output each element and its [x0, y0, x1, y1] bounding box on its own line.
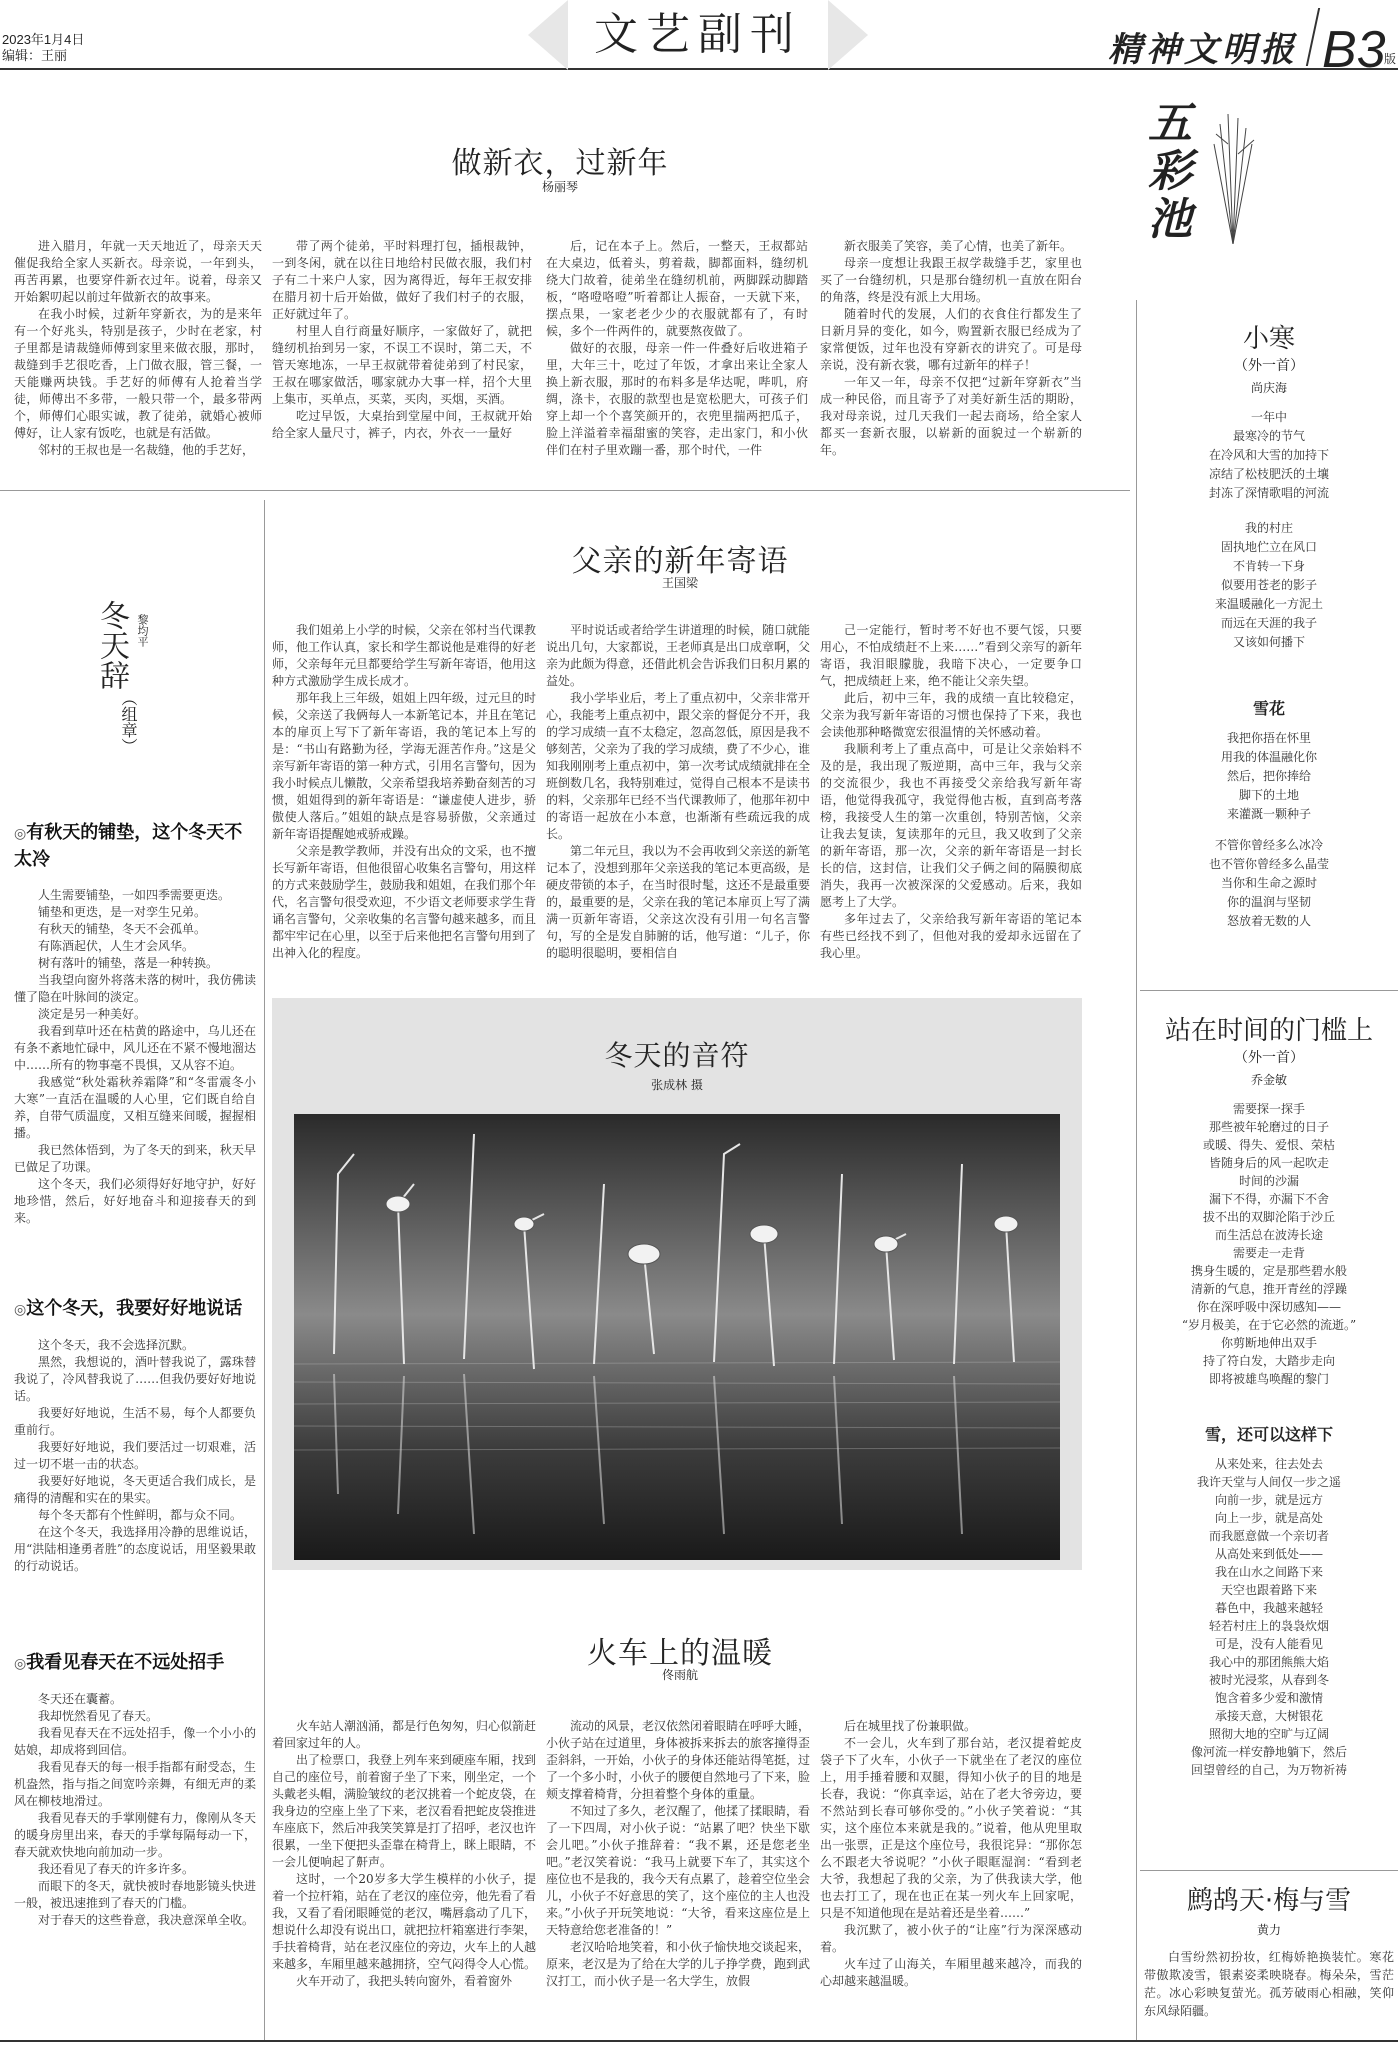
poem-line: 向前一步，就是远方	[1214, 1493, 1323, 1507]
paragraph: 我感觉“秋处霜秋养霜降”和“冬雷震冬小大寒”一直活在温暖的人心里，它们既自给自养，自带气质温度，又相互缝来间暖，握握相播。	[14, 1075, 256, 1140]
poem-title: 雪，还可以这样下	[1204, 1425, 1333, 1444]
article1-col2	[272, 238, 532, 466]
poem-body	[1144, 408, 1394, 652]
article1-bottom-rule	[0, 490, 1130, 491]
section-heading: ◎有秋天的铺垫，这个冬天不太冷	[14, 822, 243, 870]
paragraph: 我看见春天的每一根手指都有耐受态，生机盎然，指与指之间宽吟亲舞，有细无声的柔风在柳枝地滑过。	[14, 1760, 256, 1808]
section-body	[14, 1337, 256, 1587]
paragraph: 我看到草叶还在枯黄的路途中，乌儿还在有条不紊地忙碌中，风儿还在不紧不慢地溜达中……所有的物事毫不畏惧，又从容不迫。	[14, 1024, 256, 1072]
paragraph: 在这个冬天，我选择用冷静的思维说话，用“洪陆相逢勇者胜”的态度说话，用坚毅果敢的行动说话。	[14, 1525, 256, 1573]
paragraph: 后在城里找了份兼职做。	[844, 1719, 977, 1733]
paragraph: 我却恍然看见了春天。	[38, 1709, 159, 1723]
sidebar-left-section-2	[14, 1296, 256, 1587]
paragraph: 进入腊月，年就一天天地近了，母亲天天催促我给全家人买新衣。母亲说，一年到头，再苦再累，也要穿件新衣过年。说着，母亲又开始絮叨起以前过年做新衣的故事来。	[14, 239, 262, 304]
article2-col2	[546, 622, 810, 972]
section-banner	[528, 0, 868, 70]
poem-line: 而远在天涯的我子	[1220, 616, 1317, 630]
poem-line: 漏下不得，亦漏下不舍	[1208, 1192, 1329, 1206]
poem-line: 然后，把你捧给	[1226, 769, 1311, 783]
poem-line: 持了符白发，大踏步走向	[1202, 1354, 1335, 1368]
banner-right-arrow	[828, 0, 868, 70]
section-heading: ◎这个冬天，我要好好地说话	[14, 1298, 243, 1319]
photo-feature	[272, 998, 1082, 1570]
poem-zhegutian	[1144, 1880, 1394, 2038]
poem-menkan	[1144, 1010, 1394, 1388]
paragraph: 新衣服美了笑容，美了心情，也美了新年。	[844, 239, 1073, 253]
paragraph: 对于春天的这些眷意，我决意深单全收。	[38, 1913, 255, 1927]
poem-line: 似要用苍老的影子	[1220, 578, 1317, 592]
paragraph: 这个冬天，我们必须得好好地守护，好好地珍惜，然后，好好地奋斗和迎接春天的到来。	[14, 1177, 256, 1225]
footer-rule	[0, 2040, 1398, 2042]
sidebar-left-title: 冬天辞	[94, 600, 129, 690]
poem-line: 拔不出的双脚沦陷于沙丘	[1202, 1210, 1335, 1224]
paragraph: 村里人自行商量好顺序，一家做好了，就把缝纫机抬到另一家，不误工不误时，第二天，不管天寒地冻，一早王叔就带着徒弟到了村民家，王叔在哪家做活，哪家就办大事一样，招个大里上集市，买单点，买菜，买肉，买烟，买酒。	[272, 324, 532, 406]
poem-line: “岁月极美，在于它必然的流逝。”	[1181, 1318, 1357, 1332]
paragraph: 火车开动了，我把头转向窗外，看着窗外	[296, 1974, 513, 1988]
paragraph: 己一定能行，暂时考不好也不要气馁，只要用心，不怕成绩赶不上来……”看到父亲写的新年寄语，我泪眼朦胧，我暗下决心，一定要争口气，把成绩赶上来，绝不能让父亲失望。	[820, 623, 1082, 688]
poem-line: 像河流一样安静地躺下，然后	[1190, 1745, 1347, 1759]
poem-line: 固执地伫立在风口	[1220, 540, 1317, 554]
paragraph: 我还看见了春天的许多许多。	[38, 1862, 195, 1876]
paragraph: 做好的衣服，母亲一件一件叠好后收进箱子里，大年三十，吃过了年饭，才拿出来让全家人换上新衣服，那时的布料多是华达呢，哔叽，府绸，涤卡，衣服的款型也是宽松肥大，可孩子们穿上却一个个喜笑颜开的，衣兜里揣两把瓜子，脸上洋溢着幸福甜蜜的笑容，走出家门，和小伙伴们在村子里欢蹦一番，那个时代，一件	[546, 341, 808, 457]
poem-line: 凉结了松枝肥沃的土壤	[1208, 467, 1329, 481]
poem-line: 我的村庄	[1244, 521, 1293, 535]
wuzichi-logo-text: 五彩池	[1148, 98, 1192, 245]
sidebar-left-section-1	[14, 820, 256, 1277]
article2-col3	[820, 622, 1082, 972]
poem-line: 承接天意，大树银花	[1214, 1709, 1323, 1723]
paragraph: 我顺利考上了重点高中，可是让父亲始料不及的是，我出现了叛逆期，高中三年，我与父亲的交流很少，我也不再接受父亲给我写新年寄语，他觉得我孤守，我觉得他古板，直到高考落榜，我接受人生的第一次重创，特别苦恼，父亲让我去复读，复读那年的元旦，我又收到了父亲的新年寄语，那一次，父亲的新年寄语是一封长长的信，这封信，让我们父子俩之间的隔膜彻底消失，我再一次被深深的父爱感动。后来，我如愿考上了大学。	[820, 742, 1082, 909]
poem-line: 那些被年轮磨过的日子	[1208, 1120, 1329, 1134]
article1-col1	[14, 238, 262, 466]
article3-col2	[546, 1718, 810, 2034]
paragraph: 父亲是教学教师，并没有出众的文采，也不擅长写新年寄语，但他很留心收集名言警句，用这样的方式来鼓励学生，鼓励我和姐姐，在我们那个年代，名言警句很受欢迎，不少语文老师要求学生背诵名言警句，父亲收集的名言警句越来越多，而且都牢牢记在心里，以至于后来他把名言警句用到了出神入化的程度。	[272, 844, 536, 960]
poem-xuehua	[1144, 696, 1394, 931]
paragraph: 我看见春天的手掌刚健有力，像刚从冬天的暖身房里出来，春天的手掌每隔每动一下，春天就欢快地向前加动一步。	[14, 1811, 256, 1859]
poem-line: 而我愿意做一个亲切者	[1208, 1529, 1329, 1543]
article1-col4	[820, 238, 1082, 466]
poem-xue	[1144, 1422, 1394, 1779]
paragraph: 后，记在本子上。然后，一整天，王叔都站在大桌边，低着头，剪着裁，脚都面料，缝纫机绕大门故着，徒弟坐在缝纫机前，两脚踩动脚踏板，“咯噔咯噔”听着都让人振奋，一天就下来，摆点果，一家老老少少的衣服就都有了，有时候，多个一件两件的，就要熬夜做了。	[546, 239, 808, 338]
poem-body	[1144, 1455, 1394, 1779]
wuzichi-logo	[1140, 100, 1260, 250]
sidebar-left-author: 黎均平	[136, 614, 149, 647]
paragraph: 我们姐弟上小学的时候，父亲在邻村当代课教师，他工作认真，家长和学生都说他是难得的好老师，父亲每年元旦都要给学生写新年寄语，他用这种方式激励学生成长成才。	[272, 623, 536, 688]
photo-credit: 张成林 摄	[651, 1078, 703, 1092]
paragraph: 黑然，我想说的，酒叶替我说了，露珠替我说了，冷风替我说了……但我仍要好好地说话。	[14, 1355, 256, 1403]
paragraph: 邻村的王叔也是一名裁缝，他的手艺好，	[38, 443, 255, 457]
section-heading-text: 我看见春天在不远处招手	[26, 1652, 225, 1673]
poem-line: 饱含着多少爱和激情	[1214, 1691, 1323, 1705]
paragraph: 而眼下的冬天，就快被时春地影镜头快进一般，被迅速推到了春天的门槛。	[14, 1879, 256, 1910]
left-sidebar-divider	[264, 500, 265, 2040]
paragraph: 我要好好地说，冬天更适合我们成长，是痛得的清醒和实在的果实。	[14, 1474, 256, 1505]
poem-line: 来温暖融化一方泥土	[1214, 597, 1323, 611]
section-body	[14, 1691, 256, 2011]
poem-line: 需要探一探手	[1232, 1102, 1305, 1116]
poem-line: 从高处来到低处——	[1214, 1547, 1323, 1561]
poem-title: 鹧鸪天·梅与雪	[1186, 1886, 1352, 1916]
poem-line: 从来处来，往去处去	[1214, 1457, 1323, 1471]
sidebar-left-suffix: （组章）	[119, 690, 138, 754]
poem-line: 脚下的土地	[1238, 788, 1299, 802]
paragraph: 不知过了多久，老汉醒了，他揉了揉眼睛，看了一下四周，对小伙子说：“站累了吧？快坐下歇会儿吧。”小伙子推辞着：“我不累，还是您老坐吧。”老汉笑着说：“我马上就要下车了，其实这个座位也不是我的，我今天有点累了，趁着空位坐会儿，小伙子不好意思的笑了，这个座位的主人也没来。”小伙子开玩笑地说：“大爷，看来这座位是上天特意给您老准备的！”	[546, 1804, 810, 1937]
poem-line: 照彻大地的空旷与辽阔	[1208, 1727, 1329, 1741]
poem-line: 我心中的那团熊熊大焰	[1208, 1655, 1329, 1669]
poem-line: 时间的沙漏	[1238, 1174, 1299, 1188]
article3-col3	[820, 1718, 1082, 2034]
right-sidebar-rule-2	[1140, 1870, 1398, 1871]
paragraph: 不一会儿，火车到了那台站，老汉提着蛇皮袋子下了火车，小伙子一下就坐在了老汉的座位上，用手捶着腰和双腿，得知小伙子的目的地是长春，我说：“你真幸运，站在了老大爷旁边，要不然站到长春可够你受的。”小伙子笑着说：“其实，这个座位本来就是我的。”说着，他从兜里取出一张票，正是这个座位号，我很诧异：“那你怎么不跟老大爷说呢？”小伙子眼眶湿润：“看到老大爷，我想起了我的父亲，为了供我读大学，他也去打工了，现在也正在某一列火车上回家呢，只是不知道他现在是站着还是坐着……”	[820, 1736, 1082, 1920]
section-heading-text: 这个冬天，我要好好地说话	[26, 1298, 243, 1319]
paragraph: 铺垫和更迭，是一对孪生兄弟。	[38, 905, 207, 919]
poem-line: 清新的气息，推开青丝的浮躁	[1190, 1282, 1347, 1296]
poem-line: 来灌溉一颗种子	[1226, 807, 1311, 821]
poem-line: 怒放着无数的人	[1226, 914, 1311, 928]
article3-title: 火车上的温暖	[587, 1636, 773, 1671]
paragraph: 出了检票口，我登上列车来到硬座车厢，找到自己的座位号，前着窗子坐了下来，刚坐定，一个头戴老头帽，满脸皱纹的老汉挑着一个蛇皮袋，在我身边的空座上坐了下来，老汉看看把蛇皮袋推进车座底下，然后冲我笑笑算是打了招呼，老汉也许很累，一坐下便把头歪靠在椅背上，眯上眼睛，不一会儿便响起了鼾声。	[272, 1753, 536, 1869]
poem-line: 也不管你曾经多么晶莹	[1208, 857, 1329, 871]
paragraph: 有陈酒起伏，人生才会风华。	[38, 939, 195, 953]
article2-col1	[272, 622, 536, 972]
poem-line: 我把你捂在怀里	[1226, 731, 1311, 745]
poem-author: 尚庆海	[1250, 381, 1287, 395]
paragraph: 这个冬天，我不会选择沉默。	[38, 1338, 195, 1352]
article1-col3	[546, 238, 808, 466]
poem-line: 天空也跟着路下来	[1220, 1583, 1317, 1597]
paragraph: 吃过早饭，大桌抬到堂屋中间，王叔就开始给全家人量尺寸，裤子，内衣，外衣一一量好	[272, 409, 532, 440]
paragraph: 第二年元旦，我以为不会再收到父亲送的新笔记本了，没想到那年父亲送我的笔记本更高级，是硬皮带锁的本子，在当时很时髦，这还不是最重要的，最重要的是，父亲在我的笔记本扉页上写了满满一页新年寄语，父亲这次没有引用一句名言警句，写的全是发自肺腑的话，他写道：“儿子，你的聪明很聪明，要相信自	[546, 844, 810, 960]
poem-body	[1144, 1100, 1394, 1388]
paragraph: 我小学毕业后，考上了重点初中，父亲非常开心，我能考上重点初中，跟父亲的督促分不开，我的学习成绩一直不太稳定，忽高忽低，原因是我不够刻苦，父亲为了我的学习成绩，费了不少心，谁知我刚刚考上重点初中，第一次考试成绩就排在全班倒数几名，我特别难过，觉得自己根本不是读书的料，父亲那年已经不当代课教师了，他那年初中的寄语一起放在小本意，也渐渐有些疏远我的成长。	[546, 691, 810, 841]
poem-line: 不肯转一下身	[1232, 559, 1305, 573]
poem-line: 回望曾经的自己，为万物祈祷	[1190, 1763, 1347, 1777]
paragraph: 一年又一年，母亲不仅把“过新年穿新衣”当成一种民俗，而且寄予了对美好新生活的期盼，我对母亲说，过几天我们一起去商场，给全家人都买一套新衣服，以崭新的面貌过一个崭新的年。	[820, 375, 1082, 457]
poem-xiaohan	[1144, 318, 1394, 652]
article2-author: 王国梁	[661, 576, 698, 590]
poem-line: 你在深呼吸中深切感知——	[1196, 1300, 1341, 1314]
sidebar-left-section-3	[14, 1650, 256, 2011]
poem-line: 又该如何播下	[1232, 635, 1305, 649]
poem-subtitle: （外一首）	[1234, 1050, 1304, 1066]
poem-line: 你剪断地伸出双手	[1220, 1336, 1317, 1350]
newspaper-brand: 精神文明报	[1108, 30, 1298, 70]
poem-line: 轻若村庄上的袅袅炊烟	[1208, 1619, 1329, 1633]
poem-line: 在冷风和大雪的加持下	[1208, 448, 1329, 462]
right-sidebar-rule-1	[1140, 990, 1398, 991]
poem-author: 乔金敏	[1250, 1073, 1287, 1087]
poem-line: 可是，没有人能看见	[1214, 1637, 1323, 1651]
paragraph: 火车过了山海关，车厢里越来越冷，而我的心却越来越温暖。	[820, 1957, 1082, 1988]
article3-col1	[272, 1718, 536, 2034]
paragraph: 在我小时候，过新年穿新衣，为的是来年有一个好兆头，特别是孩子，少时在老家，村子里都是请裁缝师傅到家里来做衣服，那时，裁缝到手艺很吃香，上门做衣服，管三餐，一天能赚两块钱。手艺好的师傅有人抢着当学徒，师傅出不多带，一般只带一个，最多带两个，师傅们心眼实诚，教了徒弟，就婚心被师傅好，让人家有饭吃，也就是有活做。	[14, 307, 262, 440]
paragraph: 我沉默了，被小伙子的“让座”行为深深感动着。	[820, 1923, 1082, 1954]
paragraph: 我要好好地说，生活不易，每个人都要负重前行。	[14, 1406, 256, 1437]
masthead-date	[2, 32, 84, 64]
poem-line: 携身生暖的，定是那些碧水般	[1190, 1264, 1347, 1278]
frozen-lotus-photo	[294, 1114, 1060, 1560]
poem-line: 你的温润与坚韧	[1226, 895, 1311, 909]
paragraph: 我看见春天在不远处招手，像一个小小的姑娘，却成将到回信。	[14, 1726, 256, 1757]
paragraph: 流动的风景，老汉依然闭着眼睛在呼呼大睡，小伙子站在过道里，身体被拆来拆去的旅客撞得歪歪斜斜，一开始，小伙子的身体还能站得笔挺，过了一个多小时，小伙子的腰便自然地弓了下来，脸颊支撑着椅背，分担着整个身体的重量。	[546, 1719, 810, 1801]
paragraph: 火车站人潮汹涌，都是行色匆匆，归心似箭赶着回家过年的人。	[272, 1719, 536, 1750]
reed-sketch-icon	[1206, 104, 1260, 244]
paragraph: 带了两个徒弟，平时料理打包，插根裁钟，一到冬闲，就在以往日地给村民做衣服，我们村子有二十来户人家，因为离得近，每年王叔安排在腊月初十后开始做，做好了我们村子的衣服，正好就过年了。	[272, 239, 532, 321]
page-suffix: 版	[1384, 52, 1397, 66]
page-number: B3	[1322, 21, 1386, 79]
brand-divider	[1306, 8, 1320, 66]
paragraph: 淡定是另一种美好。	[38, 1007, 147, 1021]
article2-title: 父亲的新年寄语	[571, 544, 789, 579]
poem-line: 一年中	[1250, 410, 1287, 424]
article1-title: 做新衣，过新年	[451, 146, 669, 181]
poem-line: 不管你曾经多么冰冷	[1214, 838, 1323, 852]
poem-title: 站在时间的门槛上	[1164, 1016, 1373, 1046]
poem-line: 最寒冷的节气	[1232, 429, 1305, 443]
article1-author: 杨丽琴	[541, 180, 578, 194]
poem-line: 当你和生命之源时	[1220, 876, 1317, 890]
poem-line: 而生活总在波涛长途	[1214, 1228, 1323, 1242]
paragraph: 这时，一个20岁多大学生模样的小伙子，提着一个拉杆箱，站在了老汉的座位旁，他先看了看我，又看了看闭眼睡觉的老汉，嘴唇翕动了几下，想说什么却没有说出口，就把拉杆箱塞进行李架，手扶着椅背，站在老汉座位的旁边，火车上的人越来越多，车厢里越来越拥挤，空气闷得令人心慌。	[272, 1872, 536, 1971]
poem-author: 黄力	[1256, 1923, 1281, 1937]
poem-line: 我在山水之间路下来	[1214, 1565, 1323, 1579]
poem-body	[1144, 729, 1394, 931]
section-body	[14, 887, 256, 1277]
editor-credit: 编辑：王丽	[2, 48, 68, 63]
banner-left-arrow	[528, 0, 568, 70]
poem-line: 用我的体温融化你	[1220, 750, 1317, 764]
poem-title: 小寒	[1242, 324, 1295, 354]
paragraph: 我已然体悟到，为了冬天的到来，秋天早已做足了功课。	[14, 1143, 256, 1174]
paragraph: 每个冬天都有个性鲜明，都与众不同。	[38, 1508, 243, 1522]
paragraph: 那年我上三年级，姐姐上四年级，过元旦的时候，父亲送了我俩每人一本新笔记本，并且在笔记本的扉页上写下了新年寄语，我的笔记本上写的是：“书山有路勤为径，学海无涯苦作舟。”这是父亲写新年寄语的第一种方式，引用名言警句，因为我小时候点儿懒散，父亲希望我培养勤奋刻苦的习惯，姐姐得到的新年寄语是：“谦虚使人进步，骄傲使人落后。”姐姐的缺点是容易骄傲，父亲通过新年寄语提醒她戒骄戒躁。	[272, 691, 536, 841]
poem-line: 皆随身后的风一起吹走	[1208, 1156, 1329, 1170]
paragraph: 我要好好地说，我们要活过一切艰难，活过一切不堪一击的状态。	[14, 1440, 256, 1471]
poem-body	[1144, 1948, 1394, 2038]
section-title: 文艺副刊	[594, 9, 802, 60]
paragraph: 母亲一度想让我跟王叔学裁缝手艺，家里也买了一台缝纫机，只是那台缝纫机一直放在阳台的角落，终是没有派上大用场。	[820, 256, 1082, 304]
poem-line: 我许天堂与人间仅一步之遥	[1196, 1475, 1341, 1489]
paragraph: 当我望向窗外将落未落的树叶，我仿佛读懂了隐在叶脉间的淡定。	[14, 973, 256, 1004]
photo-title: 冬天的音符	[604, 1039, 750, 1072]
paragraph: 平时说话或者给学生讲道理的时候，随口就能说出几句，大家都说，王老师真是出口成章啊，父亲为此颇为得意，还借此机会告诉我们日积月累的益处。	[546, 623, 810, 688]
poem-title: 雪花	[1252, 699, 1285, 718]
poem-line: 需要走一走背	[1232, 1246, 1305, 1260]
poem-line: 向上一步，就是高处	[1214, 1511, 1323, 1525]
section-heading-text: 有秋天的铺垫，这个冬天不太冷	[14, 822, 243, 870]
paragraph: 随着时代的发展，人们的衣食住行都发生了日新月异的变化，如今，购置新衣服已经成为了家常便饭，过年也没有穿新衣的讲究了。可是母亲说，没有新衣裳，哪有过新年的样子！	[820, 307, 1082, 372]
paragraph: 有秋天的铺垫，冬天不会孤单。	[38, 922, 207, 936]
paragraph: 树有落叶的铺垫，落是一种转换。	[38, 956, 219, 970]
poem-line: 被时光浸浆，从春到冬	[1208, 1673, 1329, 1687]
paragraph: 人生需要铺垫，一如四季需要更迭。	[38, 888, 231, 902]
section-heading: ◎我看见春天在不远处招手	[14, 1652, 225, 1673]
poem-text: 白雪纷然初扮妆，红梅娇艳换装忙。寒花带傲欺凌雪，银素姿柔映晓春。梅朵朵，雪茫茫。冰心彩映复萤光。孤芳破雨心相融，笑仰东风绿陌疆。	[1144, 1950, 1394, 2018]
paragraph: 老汉哈哈地笑着，和小伙子愉快地交谈起来，原来，老汉是为了给在大学的儿子挣学费，跑到武汉打工，而小伙子是一名大学生，放假	[546, 1940, 810, 1988]
poem-subtitle: （外一首）	[1234, 358, 1304, 374]
poem-line: 封冻了深情歌唱的河流	[1208, 486, 1329, 500]
poem-line: 即将被雄鸟唤醒的黎门	[1208, 1372, 1329, 1386]
issue-date: 2023年1月4日	[2, 32, 85, 47]
right-sidebar-divider	[1136, 300, 1137, 2040]
paragraph: 此后，初中三年，我的成绩一直比较稳定，父亲为我写新年寄语的习惯也保持了下来，我也会读他那种略微宽宏很温情的关怀感动着。	[820, 691, 1082, 739]
paragraph: 多年过去了，父亲给我写新年寄语的笔记本有些已经找不到了，但他对我的爱却永远留在了我心里。	[820, 912, 1082, 960]
article3-author: 佟雨航	[661, 1668, 698, 1682]
poem-line: 或暖、得失、爱恨、荣枯	[1202, 1138, 1335, 1152]
paragraph: 冬天还在囊蓄。	[38, 1692, 123, 1706]
poem-line: 暮色中，我越来越轻	[1214, 1601, 1323, 1615]
